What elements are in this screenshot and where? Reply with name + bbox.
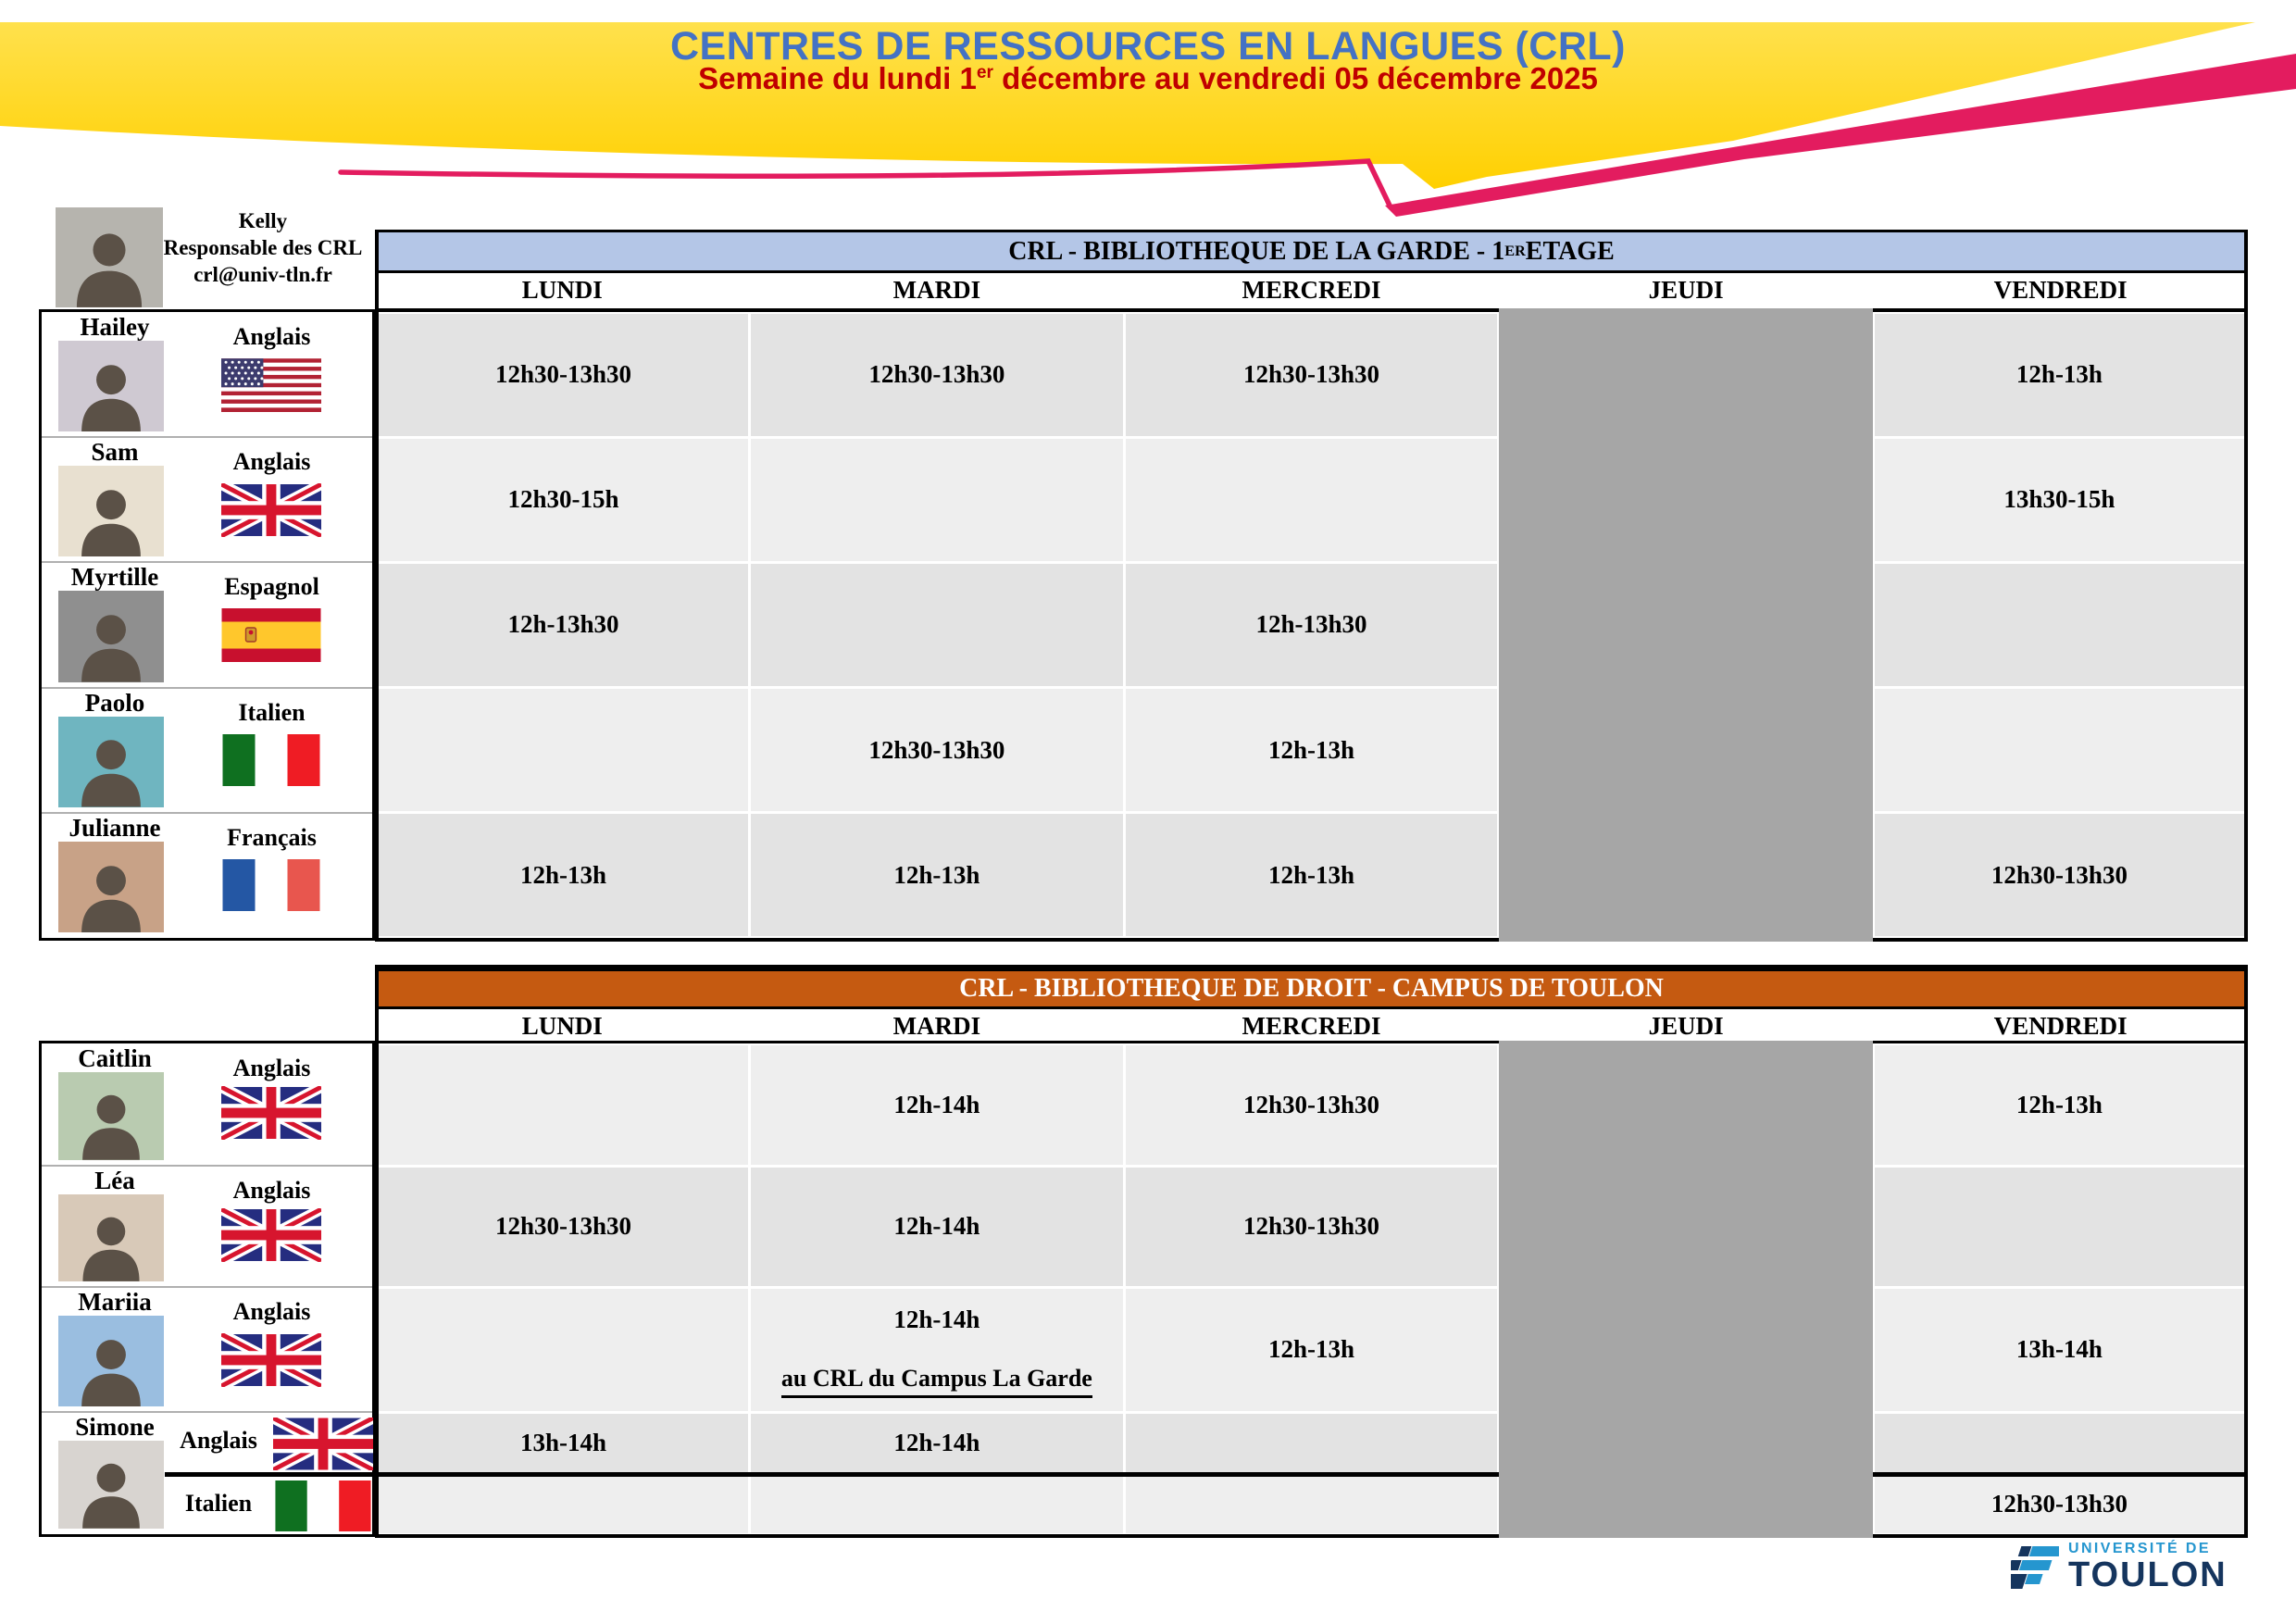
day-header-vendredi: VENDREDI: [1993, 1012, 2128, 1040]
days-header-row: [375, 273, 2248, 308]
day-header-jeudi: JEUDI: [1648, 276, 1724, 304]
schedule-time: 13h-14h: [520, 1429, 607, 1456]
table-title-text: CRL - BIBLIOTHEQUE DE LA GARDE - 1: [1008, 236, 1505, 266]
person-name: Julianne: [69, 813, 161, 842]
table-bottom-border: [375, 1534, 2248, 1538]
person-photo: [58, 591, 164, 681]
subtitle-sup: er: [976, 63, 993, 82]
schedule-table-garde: [375, 230, 2248, 942]
person-name: Mariia: [78, 1288, 152, 1316]
jeudi-closed-column: [1499, 1041, 1874, 1538]
person-row: [42, 1043, 372, 1166]
schedule-cell: [1875, 814, 2244, 936]
schedule-cell: [751, 564, 1123, 686]
coordinator-email: crl@univ-tln.fr: [193, 263, 332, 286]
flag-uk-icon: [221, 483, 321, 539]
table-right-border: [2244, 968, 2248, 1538]
day-header-mercredi: MERCREDI: [1242, 276, 1381, 304]
schedule-cell: [1126, 439, 1498, 561]
schedule-time: 12h30-15h: [507, 485, 619, 514]
page-subtitle: [0, 61, 2296, 96]
schedule-time: 12h30-13h30: [1990, 860, 2128, 889]
schedule-cell: [1875, 1476, 2244, 1533]
flag-uk-icon: [221, 1086, 321, 1142]
logo-line1: UNIVERSITÉ DE: [2068, 1541, 2211, 1556]
person-row: [42, 688, 372, 813]
person-photo: [58, 1316, 164, 1406]
schedule-note: au CRL du Campus La Garde: [781, 1365, 1092, 1398]
schedule-time: 12h-13h: [1267, 860, 1354, 889]
day-header-mardi: MARDI: [892, 1012, 981, 1040]
flag-uk-icon: [221, 1208, 321, 1264]
schedule-time: 12h30-13h30: [868, 735, 1005, 764]
person-row: [42, 1287, 372, 1412]
flag-es-icon: [221, 608, 321, 664]
flag-it-icon: [273, 1480, 373, 1532]
days-underline: [375, 1041, 2248, 1043]
schedule-time: 13h30-15h: [2003, 485, 2115, 514]
schedule-cell: [1126, 564, 1498, 686]
days-header-row: [375, 1009, 2248, 1041]
table-title-text: CRL - BIBLIOTHEQUE DE DROIT - CAMPUS DE TOULON: [959, 974, 1664, 1003]
coordinator-role: Responsable des CRL: [163, 236, 363, 259]
schedule-cell: [1875, 1045, 2244, 1165]
person-name: Hailey: [80, 313, 150, 341]
person-name: Simone: [75, 1413, 155, 1441]
days-underline: [375, 308, 2248, 312]
language-label: Anglais: [232, 1177, 311, 1204]
schedule-cell: [1875, 1168, 2244, 1286]
schedule-time: 12h-14h: [893, 1429, 980, 1456]
schedule-time: 12h-14h: [893, 1090, 980, 1118]
schedule-time: 12h30-13h30: [1990, 1490, 2128, 1518]
schedule-cell: [1875, 689, 2244, 811]
day-header-vendredi: VENDREDI: [1993, 276, 2128, 304]
language-label: Français: [227, 823, 317, 851]
person-photo: [58, 1441, 164, 1529]
person-photo: [58, 466, 164, 556]
university-logo-icon: [2011, 1544, 2059, 1593]
day-header-jeudi: JEUDI: [1648, 1012, 1724, 1040]
schedule-time: 12h-13h: [1267, 1335, 1354, 1363]
table-left-border: [375, 230, 379, 942]
schedule-cell: [1126, 689, 1498, 811]
person-name: Myrtille: [70, 563, 159, 592]
person-row: [42, 1166, 372, 1287]
table-right-border: [2244, 230, 2248, 942]
schedule-time: 12h-13h: [2015, 1090, 2103, 1118]
person-name: Caitlin: [78, 1044, 152, 1072]
table-title-sup: ER: [1504, 243, 1526, 259]
university-logo: [2011, 1539, 2252, 1598]
coordinator-name: Kelly: [238, 209, 288, 232]
schedule-cell: [379, 314, 748, 436]
flag-fr-icon: [221, 859, 321, 915]
schedule-cell: [751, 1045, 1123, 1165]
page-title: CENTRES DE RESSOURCES EN LANGUES (CRL): [670, 24, 1626, 69]
person-row: [42, 437, 372, 562]
schedule-cell: [1126, 1045, 1498, 1165]
coordinator-info: [156, 207, 370, 288]
table-title-bar: [375, 230, 2248, 273]
schedule-cell: [1126, 1289, 1498, 1411]
language-divider: [165, 1472, 372, 1477]
schedule-cell: [751, 439, 1123, 561]
person-row: [42, 1412, 372, 1534]
schedule-cell: [1875, 314, 2244, 436]
simone-row-divider: [375, 1472, 2248, 1477]
flag-uk-icon: [273, 1418, 373, 1470]
schedule-cell: [379, 814, 748, 936]
schedule-cell: [379, 1476, 748, 1533]
person-photo: [58, 842, 164, 932]
schedule-cell: [1875, 439, 2244, 561]
swoosh-thin-line: [341, 161, 1391, 207]
schedule-cell: [379, 1168, 748, 1286]
day-header-mardi: MARDI: [892, 276, 981, 304]
schedule-cell: [1875, 1414, 2244, 1473]
schedule-cell: [379, 439, 748, 561]
subtitle-pre: Semaine du lundi 1: [698, 61, 977, 95]
schedule-time: 12h-13h: [893, 860, 980, 889]
flag-us-icon: [221, 358, 321, 414]
logo-line2: TOULON: [2068, 1555, 2227, 1594]
schedule-cell: [379, 1045, 748, 1165]
schedule-cell: [751, 1168, 1123, 1286]
schedule-time: 12h-14h: [893, 1212, 980, 1240]
schedule-cell: [1126, 314, 1498, 436]
schedule-cell: [1126, 1414, 1498, 1473]
language-label: Anglais: [232, 323, 311, 350]
schedule-time: 12h-14h: [893, 1305, 980, 1333]
schedule-cell: [379, 564, 748, 686]
person-row: [42, 312, 372, 437]
language-label: Anglais: [232, 1055, 311, 1081]
schedule-cell: [751, 814, 1123, 936]
schedule-time: 12h30-13h30: [868, 360, 1005, 389]
schedule-cell: [751, 1414, 1123, 1473]
schedule-cell: [379, 1289, 748, 1411]
day-header-lundi: LUNDI: [521, 276, 603, 304]
table-bottom-border: [375, 938, 2248, 942]
schedule-cell: [1126, 1168, 1498, 1286]
person-name: Paolo: [84, 688, 145, 717]
language-label: Anglais: [180, 1427, 257, 1454]
schedule-time: 12h-13h30: [1255, 610, 1367, 639]
schedule-cell: [379, 1414, 748, 1473]
schedule-cell: [1126, 1476, 1498, 1533]
person-photo: [58, 1194, 164, 1281]
schedule-cell: [379, 689, 748, 811]
flag-uk-icon: [221, 1333, 321, 1389]
schedule-cell: [751, 314, 1123, 436]
schedule-time: 12h-13h30: [507, 610, 619, 639]
schedule-cell: [1126, 814, 1498, 936]
schedule-time: 13h-14h: [2015, 1335, 2103, 1363]
schedule-time: 12h30-13h30: [1242, 1090, 1379, 1118]
schedule-cell: [751, 1476, 1123, 1533]
schedule-cell: [751, 689, 1123, 811]
table-title-post: ETAGE: [1525, 236, 1615, 266]
people-table-droit: [39, 1041, 375, 1537]
person-photo: [58, 341, 164, 431]
person-row: [42, 813, 372, 938]
day-header-mercredi: MERCREDI: [1242, 1012, 1381, 1040]
flag-it-icon: [221, 734, 321, 790]
schedule-cell: [1875, 1289, 2244, 1411]
person-name: Sam: [91, 438, 139, 467]
language-label: Italien: [238, 698, 306, 726]
person-photo: [58, 717, 164, 807]
schedule-cell: [1875, 564, 2244, 686]
table-title-bar: [375, 968, 2248, 1009]
schedule-time: 12h30-13h30: [495, 1212, 632, 1240]
schedule-cell: [751, 1289, 1123, 1411]
subtitle-post: décembre au vendredi 05 décembre 2025: [992, 61, 1598, 95]
person-photo: [58, 1072, 164, 1160]
language-label: Espagnol: [224, 573, 319, 601]
schedule-time: 12h30-13h30: [1242, 360, 1379, 389]
schedule-time: 12h30-13h30: [1242, 1212, 1379, 1240]
language-label: Italien: [184, 1490, 253, 1517]
language-label: Anglais: [232, 1298, 311, 1325]
schedule-time: 12h-13h: [520, 860, 607, 889]
day-header-lundi: LUNDI: [521, 1012, 603, 1040]
coordinator-photo: [56, 207, 163, 307]
person-name: Léa: [94, 1167, 135, 1194]
jeudi-closed-column: [1499, 308, 1874, 942]
table-left-border: [375, 968, 379, 1538]
person-row: [42, 562, 372, 687]
schedule-time: 12h30-13h30: [495, 360, 632, 389]
schedule-time: 12h-13h: [2015, 360, 2103, 389]
people-table-garde: [39, 309, 375, 941]
schedule-time: 12h-13h: [1267, 735, 1354, 764]
language-label: Anglais: [232, 448, 311, 476]
schedule-table-droit: [375, 965, 2248, 1538]
